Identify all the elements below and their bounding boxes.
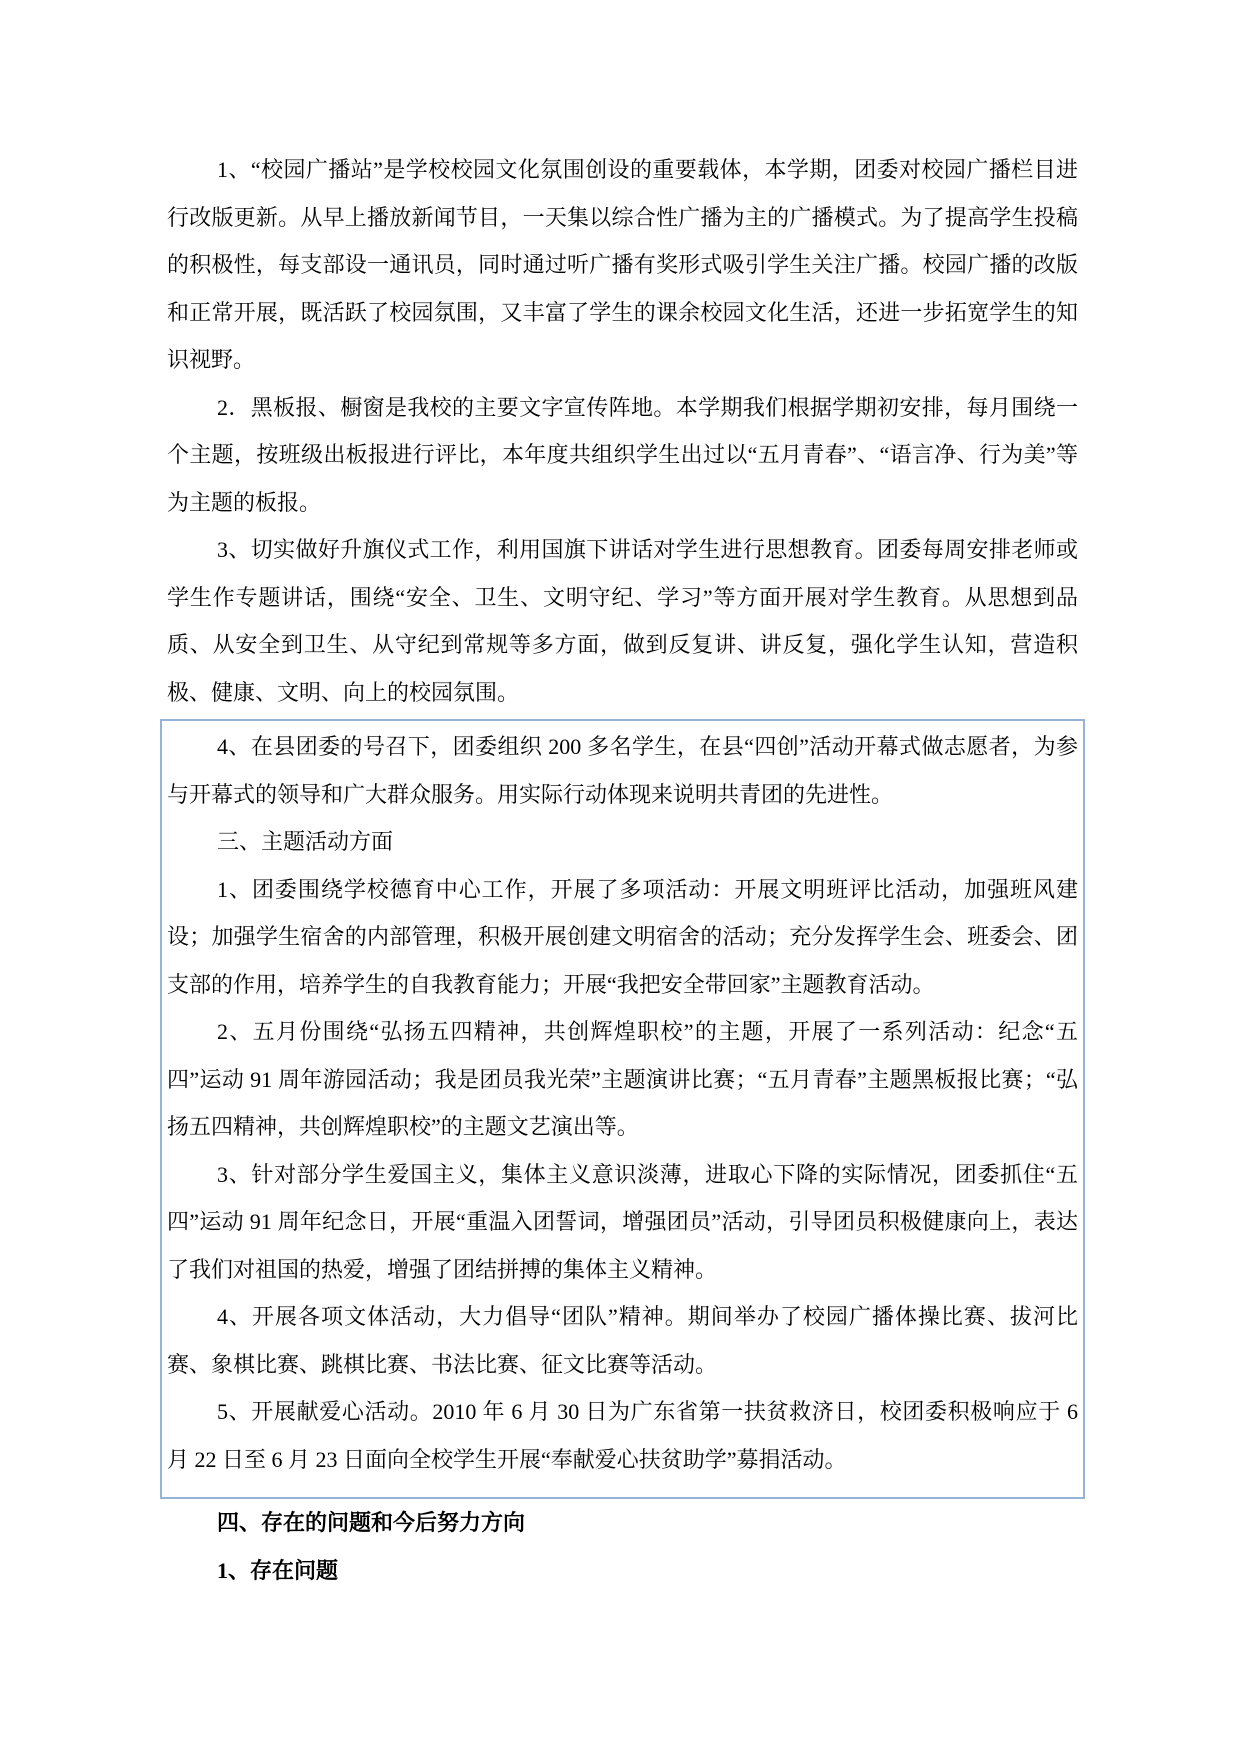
section-heading-problems-directions: 四、存在的问题和今后努力方向 xyxy=(217,1510,526,1535)
subheading-existing-problems: 1、存在问题 xyxy=(217,1557,339,1583)
paragraph-broadcast-station: 1、“校园广播站”是学校校园文化氛围创设的重要载体，本学期，团委对校园广播栏目进行改版更新。从早上播放新闻节目，一天集以综合性广播为主的广播模式。为了提高学生投稿的积极性，每支部设一通讯员，同时通过听广播有奖形式吸引学生关注广播。校园广播的改版和正常开展，既活跃了校园氛围，又丰富了学生的课余校园文化生活，还进一步拓宽学生的知识视野。 xyxy=(167,157,1078,372)
section-heading-theme-activities: 三、主题活动方面 xyxy=(217,829,394,854)
paragraph-sports-competitions: 4、开展各项文体活动，大力倡导“团队”精神。期间举办了校园广播体操比赛、拔河比赛、象棋比赛、跳棋比赛、书法比赛、征文比赛等活动。 xyxy=(167,1304,1078,1377)
paragraph-moral-education: 1、团委围绕学校德育中心工作，开展了多项活动：开展文明班评比活动，加强班风建设；加强学生宿舍的内部管理，积极开展创建文明宿舍的活动；充分发挥学生会、班委会、团支部的作用，培养学生的自我教育能力；开展“我把安全带回家”主题教育活动。 xyxy=(167,876,1078,997)
paragraph-oath-renewal: 3、针对部分学生爱国主义，集体主义意识淡薄，进取心下降的实际情况，团委抓住“五四”运动 91 周年纪念日，开展“重温入团誓词，增强团员”活动，引导团员积极健康向上，表达了我们对祖国的热爱，增强了团结拼搏的集体主义精神。 xyxy=(167,1161,1078,1282)
paragraph-charity-donation: 5、开展献爱心活动。2010 年 6 月 30 日为广东省第一扶贫救济日，校团委积极响应于 6 月 22 日至 6 月 23 日面向全校学生开展“奉献爱心扶贫助学”募捐活动。 xyxy=(167,1399,1078,1472)
blue-text-box-frame xyxy=(160,719,1085,1499)
paragraph-volunteers: 4、在县团委的号召下，团委组织 200 多名学生，在县“四创”活动开幕式做志愿者，为参与开幕式的领导和广大群众服务。用实际行动体现来说明共青团的先进性。 xyxy=(167,734,1078,807)
paragraph-flag-raising: 3、切实做好升旗仪式工作，利用国旗下讲话对学生进行思想教育。团委每周安排老师或学生作专题讲话，围绕“安全、卫生、文明守纪、学习”等方面开展对学生教育。从思想到品质、从安全到卫生、从守纪到常规等多方面，做到反复讲、讲反复，强化学生认知，营造积极、健康、文明、向上的校园氛围。 xyxy=(167,537,1078,705)
paragraph-blackboard-report: 2．黑板报、橱窗是我校的主要文字宣传阵地。本学期我们根据学期初安排，每月围绕一个主题，按班级出板报进行评比，本年度共组织学生出过以“五月青春”、“语言净、行为美”等为主题的板报。 xyxy=(167,394,1078,515)
paragraph-may-fourth-activities: 2、五月份围绕“弘扬五四精神，共创辉煌职校”的主题，开展了一系列活动：纪念“五四”运动 91 周年游园活动；我是团员我光荣”主题演讲比赛；“五月青春”主题黑板报比赛；“弘扬五四精神，共创辉煌职校”的主题文艺演出等。 xyxy=(167,1019,1078,1139)
